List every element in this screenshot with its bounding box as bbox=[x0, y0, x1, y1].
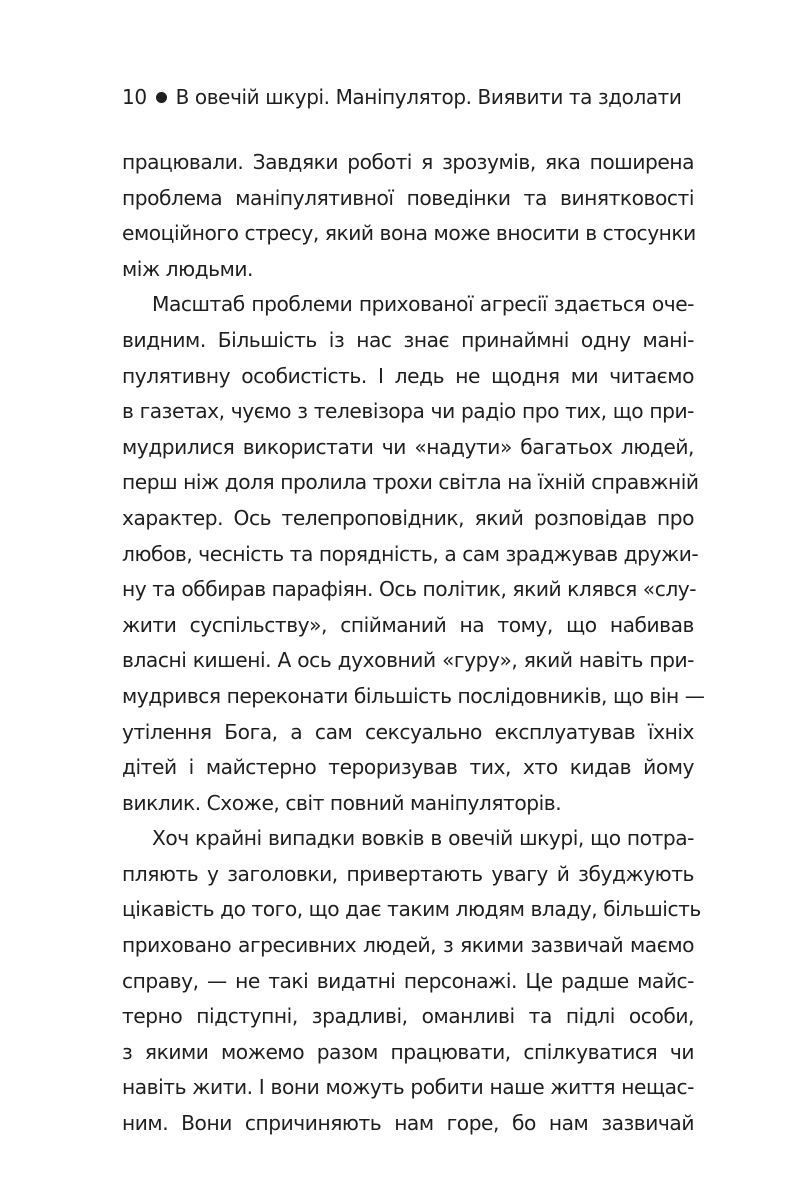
text-line: приховано агресивних людей, з якими зазвичай маємо bbox=[122, 933, 694, 958]
text-line: мудрилися використати чи «надути» багатьох людей, bbox=[122, 434, 694, 459]
paragraph-3 bbox=[122, 821, 701, 1141]
text-line: дітей і майстерно тероризував тих, хто кидав йому bbox=[122, 755, 694, 780]
text-line: утілення Бога, а сам сексуально експлуатував їхніх bbox=[122, 719, 694, 744]
text-line: любов, чесність та порядність, а сам зраджував дружи- bbox=[122, 541, 699, 566]
text-line: проблема маніпулятивної поведінки та винятковості bbox=[122, 185, 694, 210]
text-line: з якими можемо разом працювати, спілкуватися чи bbox=[122, 1039, 694, 1064]
text-line: видним. Більшість із нас знає принаймні одну мані- bbox=[122, 327, 694, 352]
text-line: мудрився переконати більшість послідовників, що він — bbox=[122, 683, 705, 708]
running-header bbox=[122, 84, 682, 110]
text-line: в газетах, чуємо з телевізора чи радіо про тих, що при- bbox=[122, 399, 694, 424]
text-line: терно підступні, зрадливі, оманливі та підлі особи, bbox=[122, 1004, 694, 1029]
page-number: 10 bbox=[122, 85, 147, 109]
text-line: справу, — не такі видатні персонажі. Це радше майс- bbox=[122, 968, 694, 993]
text-line: емоційного стресу, який вона може вносити в стосунки bbox=[122, 221, 696, 246]
text-line: перш ніж доля пролила трохи світла на їхній справжній bbox=[122, 470, 699, 495]
text-line: пляють у заголовки, привертають увагу й збуджують bbox=[122, 861, 694, 886]
paragraph-2 bbox=[122, 287, 705, 821]
text-line: ним. Вони спричиняють нам горе, бо нам зазвичай bbox=[122, 1111, 694, 1136]
text-line: власні кишені. А ось духовний «гуру», який навіть при- bbox=[122, 648, 694, 673]
text-line: пулятивну особистість. І ледь не щодня ми читаємо bbox=[122, 363, 694, 388]
text-line: навіть жити. І вони можуть робити наше життя нещас- bbox=[122, 1075, 694, 1100]
bullet-icon bbox=[156, 92, 167, 103]
text-line: жити суспільству», спійманий на тому, що набивав bbox=[122, 612, 694, 637]
running-title: В овечій шкурі. Маніпулятор. Виявити та здолати bbox=[175, 85, 682, 109]
text-line: виклик. Схоже, світ повний маніпуляторів. bbox=[122, 790, 562, 815]
text-line: Хоч крайні випадки вовків в овечій шкурі, що потра- bbox=[152, 826, 694, 851]
text-line: Масштаб проблеми прихованої агресії здається оче- bbox=[152, 292, 694, 317]
text-line: цікавість до того, що дає таким людям владу, більшість bbox=[122, 897, 701, 922]
text-line: характер. Ось телепроповідник, який розповідав про bbox=[122, 505, 694, 530]
text-line: працювали. Завдяки роботі я зрозумів, яка поширена bbox=[122, 150, 694, 174]
paragraph-1 bbox=[122, 145, 694, 287]
body-text bbox=[122, 145, 705, 1142]
text-line: ну та оббирав парафіян. Ось політик, який клявся «слу- bbox=[122, 577, 697, 602]
text-line: між людьми. bbox=[122, 256, 254, 281]
